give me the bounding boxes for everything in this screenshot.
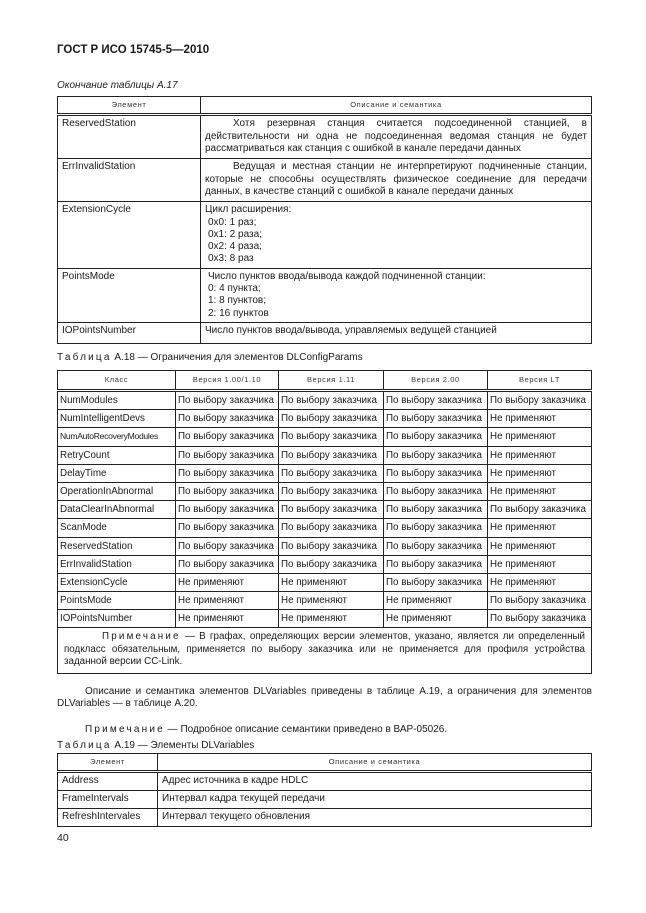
note-text: — Подробное описание семантики приведено в ВАР-05026.	[167, 724, 448, 735]
element-cell: ExtensionCycle	[58, 202, 201, 268]
table-row	[58, 159, 592, 202]
version-cell: Не применяют	[488, 519, 592, 537]
version-cell: По выбору заказчика	[488, 391, 592, 410]
table-row	[58, 791, 592, 809]
version-cell: По выбору заказчика	[279, 519, 384, 537]
column-header: Версия 1.11	[279, 371, 384, 391]
description-cell	[201, 268, 592, 322]
version-cell: По выбору заказчика	[279, 482, 384, 500]
note-row	[58, 628, 592, 674]
version-cell: По выбору заказчика	[176, 482, 279, 500]
class-cell: ReservedStation	[58, 537, 176, 555]
page-number: 40	[57, 832, 69, 844]
table-row	[58, 610, 592, 628]
version-cell: Не применяют	[384, 610, 488, 628]
table-row	[58, 446, 592, 464]
table-a18	[57, 370, 592, 674]
version-cell: Не применяют	[488, 428, 592, 446]
version-cell: Не применяют	[384, 592, 488, 610]
table-a17-caption: Окончание таблицы А.17	[57, 80, 178, 91]
table-row	[58, 482, 592, 500]
version-cell: По выбору заказчика	[176, 555, 279, 573]
version-cell: Не применяют	[488, 482, 592, 500]
table-a19	[57, 753, 592, 827]
column-header: Класс	[58, 371, 176, 391]
desc-line: Число пунктов ввода/вывода каждой подчиненной станции:	[208, 270, 486, 282]
version-cell: По выбору заказчика	[279, 464, 384, 482]
version-cell: По выбору заказчика	[279, 501, 384, 519]
desc-line: 0x1: 2 раза;	[208, 228, 262, 240]
version-cell: Не применяют	[279, 592, 384, 610]
class-cell: RetryCount	[58, 446, 176, 464]
version-cell: Не применяют	[488, 446, 592, 464]
version-cell: Не применяют	[176, 592, 279, 610]
table-row	[58, 428, 592, 446]
column-header: Элемент	[58, 754, 158, 772]
version-cell: По выбору заказчика	[176, 410, 279, 428]
table-a17	[57, 96, 592, 344]
version-cell: По выбору заказчика	[176, 446, 279, 464]
caption-text: А.18 — Ограничения для элементов DLConfigParams	[114, 352, 363, 363]
class-cell: NumModules	[58, 391, 176, 410]
version-cell: Не применяют	[488, 573, 592, 591]
table-row	[58, 555, 592, 573]
element-cell: ReservedStation	[58, 115, 201, 159]
version-cell: По выбору заказчика	[279, 391, 384, 410]
note-label: Примечание	[102, 631, 181, 643]
column-header: Описание и семантика	[158, 754, 592, 772]
desc-line: 0: 4 пункта;	[208, 283, 261, 295]
class-cell: DelayTime	[58, 464, 176, 482]
class-cell: ExtensionCycle	[58, 573, 176, 591]
note-paragraph	[57, 724, 592, 736]
version-cell: По выбору заказчика	[279, 428, 384, 446]
desc-line: 0x3: 8 раз	[208, 253, 254, 265]
table-a18-caption	[57, 352, 363, 363]
note-cell	[58, 628, 592, 674]
element-cell: Address	[58, 772, 158, 791]
table-row	[58, 592, 592, 610]
version-cell: Не применяют	[488, 537, 592, 555]
version-cell: Не применяют	[279, 573, 384, 591]
class-cell: PointsMode	[58, 592, 176, 610]
version-cell: По выбору заказчика	[279, 446, 384, 464]
version-cell: Не применяют	[279, 610, 384, 628]
version-cell: По выбору заказчика	[279, 537, 384, 555]
version-cell: По выбору заказчика	[384, 446, 488, 464]
desc-line: 2: 16 пунктов	[208, 307, 269, 319]
version-cell: По выбору заказчика	[176, 464, 279, 482]
body-paragraph: Описание и семантика элементов DLVariables приведены в таблице А.19, а ограничения для элементов DLVariables — в таблице А.20.	[57, 686, 592, 710]
table-row	[58, 501, 592, 519]
column-header: Версия 1.00/1.10	[176, 371, 279, 391]
desc-line: 0x2: 4 раза;	[208, 241, 262, 253]
column-header: Описание и семантика	[201, 97, 592, 115]
version-cell: По выбору заказчика	[384, 410, 488, 428]
table-row	[58, 537, 592, 555]
version-cell: По выбору заказчика	[176, 519, 279, 537]
table-row	[58, 322, 592, 343]
column-header: Версия LT	[488, 371, 592, 391]
version-cell: Не применяют	[488, 464, 592, 482]
version-cell: Не применяют	[488, 410, 592, 428]
document-header: ГОСТ Р ИСО 15745-5—2010	[57, 44, 210, 56]
desc-line: Цикл расширения:	[205, 204, 292, 216]
class-cell: ScanMode	[58, 519, 176, 537]
table-row	[58, 410, 592, 428]
class-cell: NumIntelligentDevs	[58, 410, 176, 428]
version-cell: По выбору заказчика	[384, 537, 488, 555]
desc-line: 0x0: 1 раз;	[208, 216, 257, 228]
caption-prefix: Таблица	[57, 740, 112, 751]
note-label: Примечание	[85, 724, 165, 735]
column-header: Версия 2.00	[384, 371, 488, 391]
version-cell: По выбору заказчика	[488, 610, 592, 628]
version-cell: Не применяют	[488, 555, 592, 573]
table-row	[58, 115, 592, 159]
caption-prefix: Таблица	[57, 352, 112, 363]
table-row	[58, 772, 592, 791]
element-cell: IOPointsNumber	[58, 322, 201, 343]
element-cell: ErrInvalidStation	[58, 159, 201, 202]
element-cell: RefreshIntervales	[58, 809, 158, 827]
description-cell	[201, 202, 592, 268]
version-cell: По выбору заказчика	[384, 464, 488, 482]
version-cell: По выбору заказчика	[279, 410, 384, 428]
table-row	[58, 268, 592, 322]
version-cell: По выбору заказчика	[384, 501, 488, 519]
version-cell: По выбору заказчика	[384, 555, 488, 573]
note-text: — В графах, определяющих версии элементов, указано, является ли определенный подкласс обязательным, применяется по выбору заказчика или не применяется для профиля устройства заданной версии CC-Link.	[64, 631, 585, 668]
element-cell: FrameIntervals	[58, 791, 158, 809]
caption-text: А.19 — Элементы DLVariables	[114, 740, 255, 751]
description-cell: Интервал кадра текущей передачи	[158, 791, 592, 809]
version-cell: По выбору заказчика	[384, 391, 488, 410]
version-cell: Не применяют	[176, 610, 279, 628]
element-cell: PointsMode	[58, 268, 201, 322]
table-row	[58, 573, 592, 591]
version-cell: По выбору заказчика	[488, 592, 592, 610]
description-cell: Адрес источника в кадре HDLC	[158, 772, 592, 791]
table-row	[58, 202, 592, 268]
version-cell: По выбору заказчика	[384, 482, 488, 500]
description-cell: Ведущая и местная станции не интерпретируют подчиненные станции, которые не способны осуществлять физическое соединение для передачи данных, в качестве станций с ошибкой в канале передачи данных	[201, 159, 592, 202]
table-row	[58, 809, 592, 827]
description-cell: Число пунктов ввода/вывода, управляемых ведущей станцией	[201, 322, 592, 343]
class-cell: DataClearInAbnormal	[58, 501, 176, 519]
table-row	[58, 391, 592, 410]
desc-line: 1: 8 пунктов;	[208, 295, 267, 307]
version-cell: По выбору заказчика	[176, 391, 279, 410]
version-cell: По выбору заказчика	[488, 501, 592, 519]
version-cell: Не применяют	[176, 573, 279, 591]
version-cell: По выбору заказчика	[384, 519, 488, 537]
version-cell: По выбору заказчика	[384, 428, 488, 446]
version-cell: По выбору заказчика	[176, 537, 279, 555]
version-cell: По выбору заказчика	[176, 501, 279, 519]
description-cell: Хотя резервная станция считается подсоединенной станцией, в действительности ни одна не подсоединенная ведомая станция не будет рассматриваться как станция с ошибкой в канале передачи данных	[201, 115, 592, 159]
description-cell: Интервал текущего обновления	[158, 809, 592, 827]
table-row	[58, 464, 592, 482]
version-cell: По выбору заказчика	[384, 573, 488, 591]
version-cell: По выбору заказчика	[176, 428, 279, 446]
class-cell: NumAutoRecoveryModules	[58, 428, 176, 446]
class-cell: OperationInAbnormal	[58, 482, 176, 500]
version-cell: По выбору заказчика	[279, 555, 384, 573]
column-header: Элемент	[58, 97, 201, 115]
class-cell: IOPointsNumber	[58, 610, 176, 628]
table-a19-caption	[57, 740, 254, 751]
table-row	[58, 519, 592, 537]
class-cell: ErrInvalidStation	[58, 555, 176, 573]
